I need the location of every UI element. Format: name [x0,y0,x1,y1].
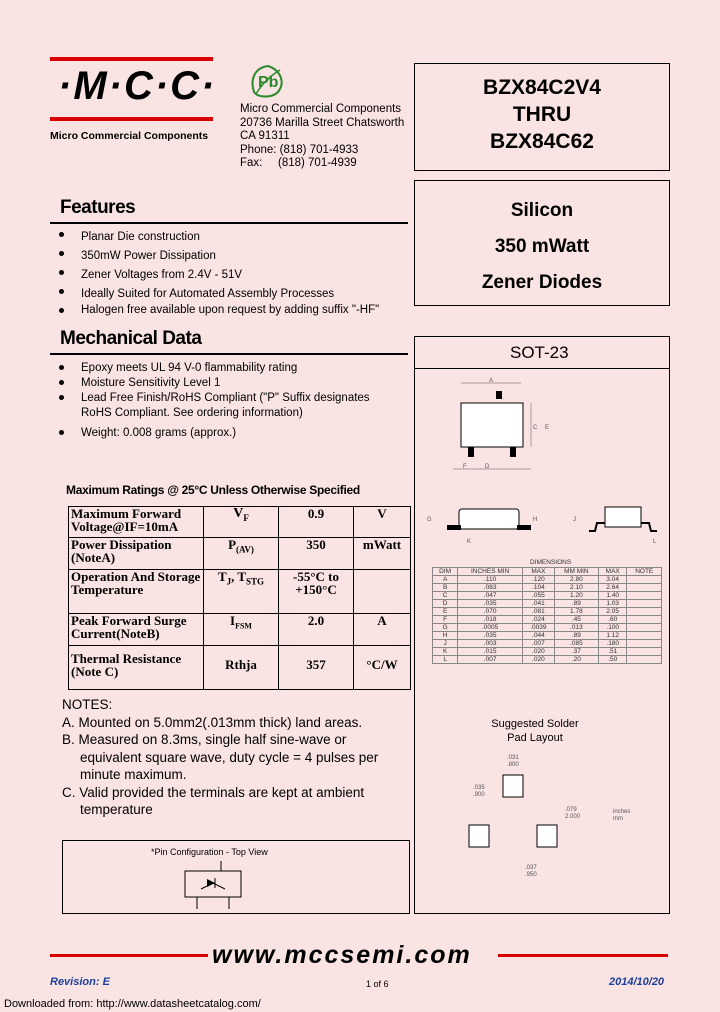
svg-text:.800: .800 [507,762,519,768]
dim-cell [627,624,662,632]
dim-cell: G [433,624,458,632]
svg-text:.031: .031 [507,755,519,761]
svg-text:E: E [545,425,550,431]
dim-cell: E [433,608,458,616]
mechanical-list [58,361,370,441]
logo-bottom-bar [50,117,213,121]
svg-text:L: L [653,539,657,545]
pin-config-label: *Pin Configuration - Top View [151,847,268,857]
dim-cell: .047 [458,592,523,600]
table-row [69,538,411,570]
dim-header-cell: MM MIN [554,568,598,576]
svg-text:.900: .900 [473,792,485,798]
dim-row [433,624,662,632]
svg-text:H: H [533,517,538,523]
dim-cell: .013 [554,624,598,632]
dim-cell [627,648,662,656]
dim-row [433,656,662,664]
svg-text:Pb: Pb [258,74,279,91]
dim-cell: J [433,640,458,648]
mechanical-item: Moisture Sensitivity Level 1 [58,376,370,391]
dim-cell: .085 [554,640,598,648]
dim-cell: .007 [458,656,523,664]
description-box [414,180,670,306]
dim-row [433,608,662,616]
rating-value: 357 [279,646,354,690]
note-b: B. Measured on 8.3ms, single half sine-wave or [62,732,347,747]
dim-cell: .024 [522,616,554,624]
svg-text:D: D [485,464,490,470]
logo-top-bar [50,57,213,61]
dim-cell: 3.04 [598,576,627,584]
dim-row [433,584,662,592]
svg-text:F: F [463,464,467,470]
note-b-cont: minute maximum. [80,767,187,782]
feature-item: Halogen free available upon request by adding suffix "-HF" [58,304,379,317]
rating-unit: mWatt [354,538,411,570]
mechanical-underline [50,353,408,355]
dim-row [433,648,662,656]
address-line1: Micro Commercial Components [240,103,402,115]
leaf-icon [246,62,290,100]
dim-cell: B [433,584,458,592]
svg-text:.037: .037 [525,865,537,871]
dim-cell: .50 [598,656,627,664]
downloaded-from[interactable]: Downloaded from: http://www.datasheetcatalog.com/ [4,998,261,1010]
rating-name: Maximum Forward Voltage@IF=10mA [69,507,204,538]
dim-cell: K [433,648,458,656]
svg-text:G: G [427,517,432,523]
dim-cell: H [433,632,458,640]
rating-symbol: $I_{FSM}$ [204,614,279,646]
dim-cell [627,616,662,624]
dim-cell: .37 [554,648,598,656]
rating-unit [354,570,411,614]
revision-label: Revision: E [50,976,110,988]
rating-unit: °C/W [354,646,411,690]
pin-config-diagram [173,859,273,913]
dim-cell: .45 [554,616,598,624]
dim-cell: F [433,616,458,624]
dim-cell [627,632,662,640]
ratings-title: Maximum Ratings @ 25°C Unless Otherwise Specified [66,483,360,497]
dim-row [433,632,662,640]
dim-cell: .180 [598,640,627,648]
dim-cell: 1.78 [554,608,598,616]
dim-cell: .081 [522,608,554,616]
dim-cell: .0039 [522,624,554,632]
dim-header-row [433,568,662,576]
dim-cell: .020 [522,656,554,664]
dim-cell: .89 [554,632,598,640]
dim-cell: 1.20 [554,592,598,600]
dim-cell: .0005 [458,624,523,632]
rating-unit: V [354,507,411,538]
dim-header-cell: NOTE [627,568,662,576]
dim-cell: .015 [458,648,523,656]
rating-value: 2.0 [279,614,354,646]
dim-cell [627,584,662,592]
dim-cell [627,640,662,648]
part-number-start: BZX84C2V4 [483,76,601,99]
dim-header-cell: MAX [598,568,627,576]
dim-cell: .20 [554,656,598,664]
rating-name: Power Dissipation (NoteA) [69,538,204,570]
dim-cell: .89 [554,600,598,608]
address-line2: 20736 Marilla Street Chatsworth [240,116,405,129]
desc-type: Zener Diodes [481,272,603,293]
features-list [58,228,379,317]
rating-unit: A [354,614,411,646]
logo-subtitle: Micro Commercial Components [50,130,209,142]
note-b-cont: equivalent square wave, duty cycle = 4 pulses per [80,749,379,765]
mechanical-item-cont: RoHS Compliant. See ordering information) [81,407,303,419]
dim-cell [627,600,662,608]
svg-text:A: A [489,378,494,384]
dim-cell: .020 [522,648,554,656]
dim-cell: 1.03 [598,600,627,608]
dim-cell: .60 [598,616,627,624]
mechanical-item: Epoxy meets UL 94 V-0 flammability rating [58,361,370,376]
solder-title: Suggested Solder Pad Layout [491,718,579,744]
dim-cell [627,608,662,616]
dim-cell: .110 [458,576,523,584]
dim-cell: .120 [522,576,554,584]
website-url[interactable]: www.mccsemi.com [212,941,472,969]
package-name-underline [415,368,669,369]
rating-symbol: $P_{(AV)}$ [204,538,279,570]
pb-free-badge [246,62,290,100]
dimensions-title: DIMENSIONS [530,559,572,566]
rating-symbol: $T_J$, $T_{STG}$ [204,570,279,614]
notes-heading: NOTES: [62,697,113,712]
dim-cell [627,592,662,600]
dim-cell: 2.10 [554,584,598,592]
svg-text:.079: .079 [565,807,577,813]
dim-row [433,616,662,624]
dim-row [433,600,662,608]
feature-item: 350mW Power Dissipation [58,247,379,266]
pin-config-box [62,840,410,914]
package-top-view [435,377,585,477]
dimensions-table [432,567,662,664]
part-number-box [414,63,670,171]
dim-header-cell: MAX [522,568,554,576]
note-a: A. Mounted on 5.0mm2(.013mm thick) land areas. [62,714,363,730]
dim-cell: .044 [522,632,554,640]
svg-text:inches: inches [613,809,631,815]
mechanical-item: Lead Free Finish/RoHS Compliant ("P" Suffix designates [58,391,370,406]
rating-symbol: Rthja [204,646,279,690]
rating-name: Peak Forward Surge Current(NoteB) [69,614,204,646]
zener-diode-icon [207,879,215,887]
rating-value: 0.9 [279,507,354,538]
dim-cell: .041 [522,600,554,608]
table-row [69,614,411,646]
svg-text:mm: mm [613,816,623,822]
dim-cell: 2.05 [598,608,627,616]
rating-symbol: $V_F$ [204,507,279,538]
package-name: SOT-23 [510,343,569,362]
dim-cell: .083 [458,584,523,592]
dim-row [433,576,662,584]
dim-cell: 1.12 [598,632,627,640]
feature-item: Planar Die construction [58,228,379,247]
address-line3: CA 91311 [240,130,290,142]
dim-cell: .007 [522,640,554,648]
dim-cell: .100 [598,624,627,632]
dim-cell: L [433,656,458,664]
desc-power: 350 mWatt [494,236,590,257]
table-row [69,646,411,690]
fax-row: Fax: (818) 701-4939 [240,157,357,169]
svg-text:C: C [533,425,538,431]
dim-cell: 1.40 [598,592,627,600]
dim-cell: .018 [458,616,523,624]
mcc-logo: ·M·C·C· [58,64,217,108]
dim-cell: .104 [522,584,554,592]
dim-cell: C [433,592,458,600]
svg-text:.035: .035 [473,785,485,791]
dim-cell: .003 [458,640,523,648]
features-underline [50,222,408,224]
dim-cell: .035 [458,600,523,608]
package-side-view [423,499,663,549]
dim-cell: .035 [458,632,523,640]
dim-row [433,592,662,600]
rating-value: -55°C to +150°C [279,570,354,614]
note-c: C. Valid provided the terminals are kept at ambient [62,784,365,800]
phone-row: Phone: (818) 701-4933 [240,143,359,156]
feature-item: Ideally Suited for Automated Assembly Processes [58,285,379,304]
table-row [69,507,411,538]
svg-text:2.000: 2.000 [565,814,581,820]
svg-text:K: K [467,539,472,545]
mechanical-item: Weight: 0.008 grams (approx.) [58,426,370,441]
part-number-thru: THRU [512,103,572,126]
dim-cell [627,656,662,664]
dim-cell: .51 [598,648,627,656]
dim-header-cell: DIM [433,568,458,576]
dim-cell: D [433,600,458,608]
dim-cell [627,576,662,584]
dim-cell: .070 [458,608,523,616]
revision-date: 2014/10/20 [609,976,665,988]
ratings-table [68,506,411,690]
dim-cell: 2.80 [554,576,598,584]
mechanical-heading: Mechanical Data [60,328,202,349]
footer-bar-left [50,954,208,957]
table-row [69,570,411,614]
rating-name: Operation And Storage Temperature [69,570,204,614]
dim-cell: A [433,576,458,584]
company-address [240,103,404,171]
note-c-cont: temperature [80,802,153,817]
footer-bar-right [498,954,668,957]
dim-cell: .055 [522,592,554,600]
dim-row [433,640,662,648]
dim-header-cell: INCHES MIN [458,568,523,576]
desc-silicon: Silicon [510,200,574,221]
feature-item: Zener Voltages from 2.4V - 51V [58,266,379,285]
dim-cell: 2.64 [598,584,627,592]
solder-pad-layout [455,751,655,891]
notes-section [62,696,378,819]
page-number: 1 of 6 [366,979,389,989]
rating-value: 350 [279,538,354,570]
svg-text:J: J [573,517,576,523]
svg-text:.950: .950 [525,872,537,878]
part-number-end: BZX84C62 [490,130,594,153]
rating-name: Thermal Resistance (Note C) [69,646,204,690]
features-heading: Features [60,197,136,218]
